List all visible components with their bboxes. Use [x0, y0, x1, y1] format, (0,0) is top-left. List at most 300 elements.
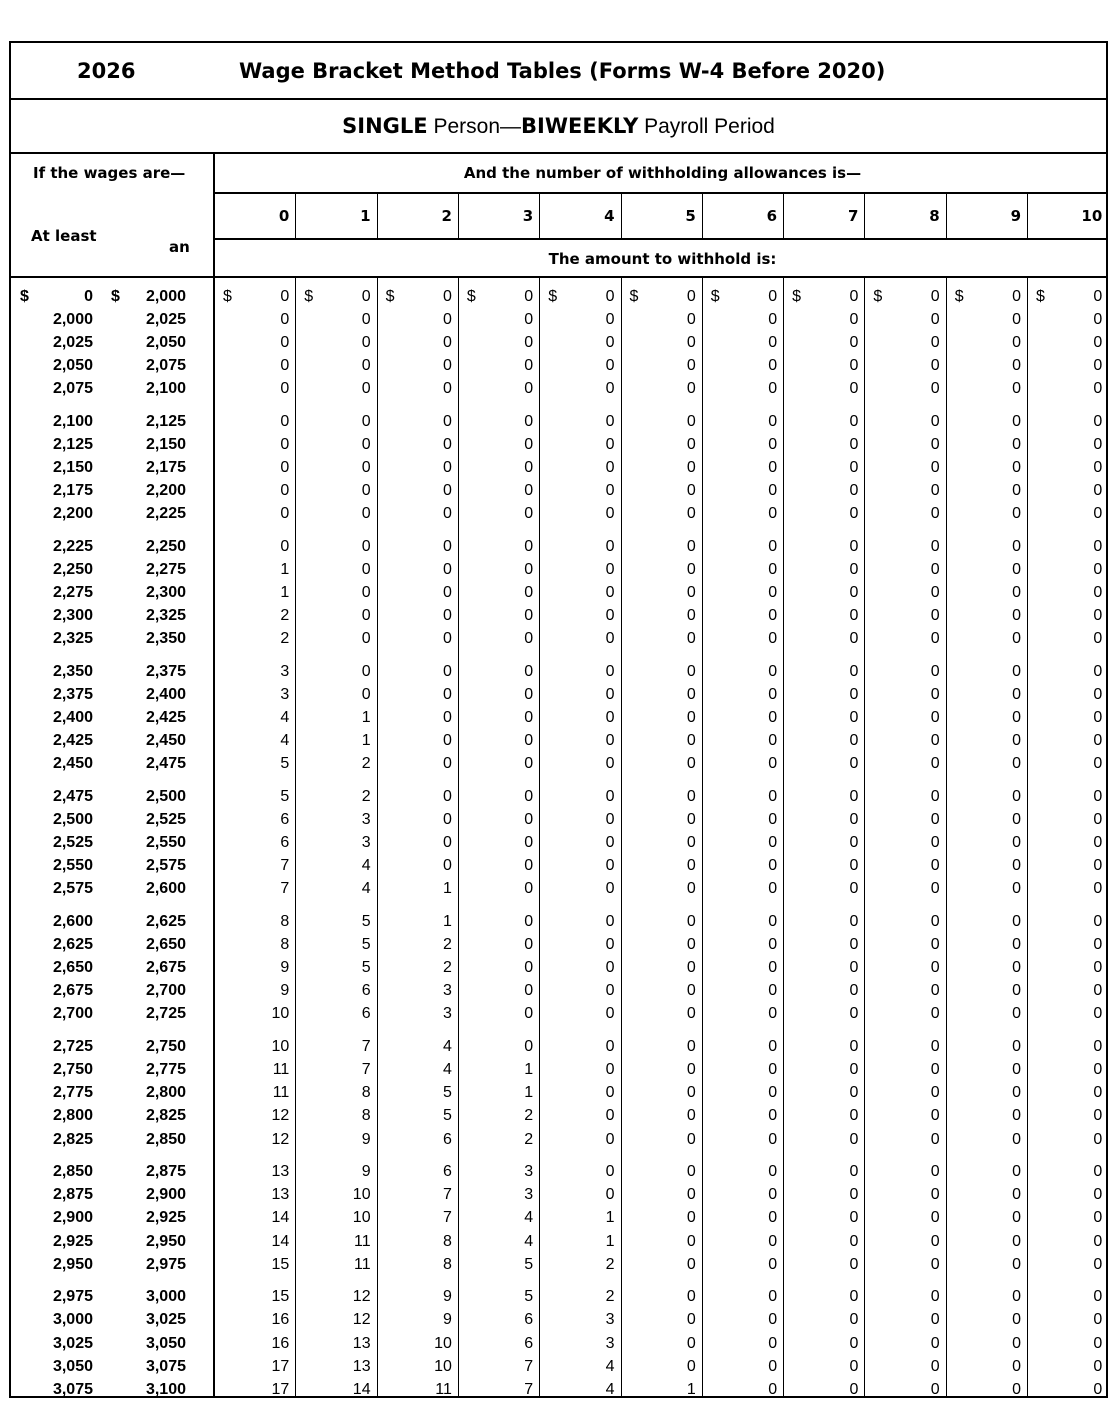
withholding-amount: 0 — [442, 857, 452, 875]
dollar-sign: $ — [20, 288, 29, 305]
wage-at-least: 2,525 — [52, 834, 93, 852]
withholding-amount: 0 — [930, 1130, 940, 1148]
withholding-amount: 0 — [361, 607, 371, 625]
withholding-amount: 0 — [849, 1130, 859, 1148]
wage-but-less-than: 2,900 — [145, 1186, 186, 1204]
withholding-amount: 0 — [930, 334, 940, 352]
column-separator — [864, 278, 865, 1396]
withholding-amount: 0 — [930, 1209, 940, 1227]
withholding-amount: 0 — [686, 913, 696, 931]
withholding-amount: 0 — [930, 1084, 940, 1102]
withholding-amount: 0 — [524, 380, 534, 398]
withholding-amount: 1 — [442, 913, 452, 931]
withholding-amount: 0 — [442, 505, 452, 523]
withholding-amount: 0 — [524, 482, 534, 500]
withholding-amount: 4 — [280, 732, 290, 750]
withholding-amount: 5 — [361, 936, 371, 954]
allowance-column-header: 9 — [1010, 207, 1021, 225]
withholding-amount: 0 — [442, 436, 452, 454]
wage-at-least: 2,925 — [52, 1232, 93, 1250]
withholding-amount: 0 — [686, 788, 696, 806]
withholding-amount: 0 — [524, 311, 534, 329]
wage-at-least: 2,625 — [52, 936, 93, 954]
withholding-amount: 5 — [524, 1288, 534, 1306]
withholding-amount: 0 — [849, 334, 859, 352]
wage-at-least: 2,575 — [52, 880, 93, 898]
withholding-amount: 0 — [442, 663, 452, 681]
withholding-amount: 9 — [442, 1288, 452, 1306]
wage-but-less-than: 2,700 — [145, 982, 186, 1000]
wage-at-least: 2,175 — [52, 482, 93, 500]
column-separator — [946, 192, 947, 238]
withholding-amount: 0 — [361, 380, 371, 398]
withholding-amount: 15 — [271, 1255, 290, 1273]
withholding-amount: 0 — [849, 880, 859, 898]
withholding-amount: 0 — [361, 413, 371, 431]
withholding-amount: 0 — [768, 686, 778, 704]
withholding-amount: 0 — [1012, 538, 1021, 556]
withholding-amount: 0 — [768, 834, 778, 852]
withholding-amount: 0 — [524, 505, 534, 523]
withholding-amount: 0 — [524, 357, 534, 375]
withholding-amount: 0 — [768, 311, 778, 329]
withholding-amount: 0 — [1093, 459, 1103, 477]
withholding-amount: 0 — [524, 686, 534, 704]
withholding-amount: 0 — [1012, 663, 1021, 681]
withholding-amount: 0 — [930, 982, 940, 1000]
withholding-amount: 0 — [605, 538, 615, 556]
allowance-column-header: 1 — [360, 207, 371, 225]
withholding-amount: 3 — [361, 811, 371, 829]
withholding-amount: 0 — [768, 1311, 778, 1329]
wage-but-less-than: 2,100 — [145, 380, 186, 398]
withholding-amount: 0 — [1012, 834, 1021, 852]
at-least-label: At least — [31, 227, 97, 245]
withholding-amount: 17 — [271, 1357, 290, 1375]
withholding-amount: 0 — [849, 1107, 859, 1125]
withholding-amount: 0 — [1093, 755, 1103, 773]
withholding-amount: 0 — [1093, 1061, 1103, 1079]
withholding-amount: 0 — [1012, 959, 1021, 977]
withholding-amount: 0 — [605, 663, 615, 681]
withholding-amount: 6 — [524, 1334, 534, 1352]
withholding-amount: 0 — [768, 663, 778, 681]
withholding-amount: 0 — [849, 686, 859, 704]
allowance-column-header: 3 — [522, 207, 534, 225]
wage-but-less-than: 2,825 — [145, 1107, 186, 1125]
wage-but-less-than: 2,425 — [145, 709, 186, 727]
wages-header: If the wages are— — [33, 164, 186, 182]
withholding-amount: 0 — [849, 709, 859, 727]
withholding-amount: 0 — [524, 288, 534, 305]
wage-but-less-than: 2,225 — [145, 505, 186, 523]
column-separator — [458, 278, 459, 1396]
withholding-amount: 0 — [1012, 982, 1021, 1000]
withholding-amount: 0 — [768, 1130, 778, 1148]
withholding-amount: 0 — [1093, 311, 1103, 329]
withholding-amount: 0 — [930, 857, 940, 875]
withholding-amount: 0 — [524, 788, 534, 806]
withholding-amount: 0 — [686, 357, 696, 375]
withholding-amount: 0 — [605, 1084, 615, 1102]
allowance-column-header: 10 — [1081, 207, 1103, 225]
withholding-amount: 0 — [1012, 561, 1021, 579]
withholding-amount: 0 — [361, 538, 371, 556]
withholding-amount: 0 — [280, 436, 290, 454]
withholding-amount: 4 — [605, 1357, 615, 1375]
subtitle-marital: SINGLE — [342, 114, 428, 138]
withholding-amount: 0 — [686, 982, 696, 1000]
withholding-amount: 0 — [1012, 1038, 1021, 1056]
withholding-amount: 2 — [361, 788, 371, 806]
withholding-amount: 3 — [605, 1334, 615, 1352]
withholding-amount: 0 — [361, 630, 371, 648]
withholding-amount: 0 — [1093, 482, 1103, 500]
wage-but-less-than: 3,075 — [145, 1357, 186, 1375]
wage-at-least: 2,275 — [52, 584, 93, 602]
withholding-amount: 0 — [686, 1107, 696, 1125]
withholding-amount: 0 — [1093, 505, 1103, 523]
withholding-amount: 0 — [280, 357, 290, 375]
withholding-amount: 7 — [280, 880, 290, 898]
withholding-amount: 3 — [442, 982, 452, 1000]
withholding-amount: 0 — [930, 834, 940, 852]
withholding-amount: 0 — [524, 584, 534, 602]
wage-at-least: 2,425 — [52, 732, 93, 750]
wage-at-least: 2,325 — [52, 630, 93, 648]
withholding-amount: 6 — [442, 1130, 452, 1148]
withholding-amount: 4 — [442, 1061, 452, 1079]
wage-but-less-than: 2,125 — [145, 413, 186, 431]
withholding-amount: 1 — [361, 709, 371, 727]
withholding-amount: 0 — [605, 880, 615, 898]
withholding-amount: 1 — [280, 584, 290, 602]
withholding-amount: 0 — [768, 1288, 778, 1306]
withholding-amount: 0 — [849, 982, 859, 1000]
wage-but-less-than: 2,550 — [145, 834, 186, 852]
withholding-amount: 4 — [280, 709, 290, 727]
withholding-amount: 0 — [1093, 709, 1103, 727]
column-separator — [539, 192, 540, 238]
withholding-amount: 0 — [768, 1186, 778, 1204]
withholding-amount: 0 — [442, 311, 452, 329]
withholding-amount: 0 — [768, 1357, 778, 1375]
rule — [11, 276, 1106, 278]
but-less-label: an — [169, 238, 190, 256]
wage-but-less-than: 2,675 — [145, 959, 186, 977]
withholding-amount: 17 — [271, 1380, 290, 1398]
withholding-amount: 0 — [605, 834, 615, 852]
withholding-amount: 7 — [280, 857, 290, 875]
withholding-amount: 5 — [280, 755, 290, 773]
withholding-amount: 11 — [353, 1232, 371, 1250]
withholding-amount: 0 — [686, 732, 696, 750]
withholding-amount: 0 — [849, 584, 859, 602]
column-separator — [1027, 278, 1028, 1396]
withholding-amount: 0 — [849, 755, 859, 773]
withholding-amount: 2 — [524, 1107, 534, 1125]
withholding-amount: 0 — [849, 607, 859, 625]
withholding-amount: 0 — [1012, 811, 1021, 829]
withholding-amount: 0 — [605, 788, 615, 806]
withholding-amount: 0 — [524, 413, 534, 431]
withholding-amount: 3 — [524, 1163, 534, 1181]
withholding-amount: 0 — [930, 1186, 940, 1204]
wage-but-less-than: 2,925 — [145, 1209, 186, 1227]
withholding-amount: 0 — [1012, 1061, 1021, 1079]
withholding-amount: 0 — [686, 663, 696, 681]
withholding-amount: 0 — [280, 459, 290, 477]
withholding-amount: 3 — [442, 1005, 452, 1023]
withholding-amount: 0 — [280, 334, 290, 352]
withholding-amount: 0 — [686, 709, 696, 727]
withholding-amount: 2 — [524, 1130, 534, 1148]
withholding-amount: 0 — [768, 788, 778, 806]
withholding-amount: 0 — [768, 436, 778, 454]
withholding-amount: 0 — [524, 436, 534, 454]
withholding-amount: 0 — [605, 1163, 615, 1181]
withholding-amount: 3 — [280, 663, 290, 681]
withholding-amount: 0 — [849, 788, 859, 806]
withholding-amount: 10 — [271, 1005, 290, 1023]
wage-at-least: 2,875 — [52, 1186, 93, 1204]
withholding-amount: 0 — [768, 380, 778, 398]
withholding-amount: 0 — [524, 607, 534, 625]
wage-but-less-than: 2,875 — [145, 1163, 186, 1181]
withholding-amount: 0 — [361, 686, 371, 704]
wage-but-less-than: 2,525 — [145, 811, 186, 829]
withholding-amount: 5 — [280, 788, 290, 806]
withholding-amount: 0 — [280, 482, 290, 500]
wage-but-less-than: 2,150 — [145, 436, 186, 454]
wage-at-least: 2,850 — [52, 1163, 93, 1181]
withholding-amount: 0 — [1093, 561, 1103, 579]
wage-but-less-than: 2,750 — [145, 1038, 186, 1056]
withholding-amount: 6 — [361, 982, 371, 1000]
withholding-amount: 0 — [1012, 913, 1021, 931]
withholding-amount: 0 — [1012, 1005, 1021, 1023]
withholding-amount: 0 — [361, 311, 371, 329]
wage-at-least: 2,375 — [52, 686, 93, 704]
withholding-amount: 12 — [352, 1288, 371, 1306]
withholding-amount: 16 — [271, 1334, 290, 1352]
wage-but-less-than: 2,975 — [145, 1255, 186, 1273]
withholding-amount: 0 — [1093, 1232, 1103, 1250]
withholding-amount: 0 — [524, 959, 534, 977]
withholding-amount: 16 — [271, 1311, 290, 1329]
withholding-amount: 0 — [849, 1334, 859, 1352]
withholding-amount: 0 — [930, 630, 940, 648]
withholding-amount: 0 — [686, 1186, 696, 1204]
withholding-amount: 0 — [930, 913, 940, 931]
withholding-amount: 0 — [1012, 732, 1021, 750]
withholding-amount: 0 — [442, 788, 452, 806]
rule — [214, 192, 1106, 194]
withholding-amount: 0 — [605, 1038, 615, 1056]
withholding-amount: 0 — [849, 1357, 859, 1375]
withholding-amount: 0 — [686, 936, 696, 954]
withholding-amount: 6 — [524, 1311, 534, 1329]
withholding-amount: 0 — [686, 1163, 696, 1181]
allowance-column-header: 0 — [278, 207, 290, 225]
wage-at-least: 2,050 — [52, 357, 93, 375]
withholding-amount: 0 — [605, 607, 615, 625]
withholding-amount: 0 — [930, 959, 940, 977]
withholding-amount: 0 — [280, 288, 290, 305]
allowance-column-header: 5 — [685, 207, 696, 225]
withholding-amount: 0 — [442, 288, 452, 305]
withholding-amount: 13 — [271, 1163, 290, 1181]
withholding-amount: 1 — [605, 1209, 615, 1227]
withholding-amount: 0 — [686, 584, 696, 602]
withholding-amount: 14 — [271, 1209, 290, 1227]
withholding-amount: 0 — [524, 538, 534, 556]
withholding-amount: 0 — [686, 561, 696, 579]
withholding-amount: 0 — [930, 880, 940, 898]
dollar-sign: $ — [954, 288, 964, 305]
withholding-amount: 0 — [361, 505, 371, 523]
withholding-amount: 2 — [280, 607, 290, 625]
withholding-amount: 0 — [1093, 1038, 1103, 1056]
withholding-amount: 0 — [849, 482, 859, 500]
dollar-sign: $ — [629, 288, 639, 305]
withholding-amount: 0 — [605, 561, 615, 579]
wage-but-less-than: 2,000 — [145, 288, 186, 305]
withholding-amount: 14 — [352, 1380, 371, 1398]
withholding-amount: 11 — [435, 1380, 452, 1398]
withholding-amount: 0 — [1012, 380, 1021, 398]
withholding-amount: 0 — [1012, 505, 1021, 523]
wage-at-least: 2,675 — [52, 982, 93, 1000]
withholding-amount: 0 — [849, 1005, 859, 1023]
withholding-amount: 0 — [686, 686, 696, 704]
withholding-amount: 7 — [442, 1209, 452, 1227]
withholding-amount: 0 — [768, 1084, 778, 1102]
withholding-amount: 0 — [849, 1232, 859, 1250]
withholding-amount: 4 — [361, 857, 371, 875]
withholding-amount: 0 — [1012, 1186, 1021, 1204]
wage-at-least: 2,600 — [52, 913, 93, 931]
withholding-amount: 0 — [686, 538, 696, 556]
withholding-amount: 10 — [271, 1038, 290, 1056]
withholding-amount: 0 — [768, 584, 778, 602]
withholding-amount: 0 — [605, 1061, 615, 1079]
wage-at-least: 2,100 — [52, 413, 93, 431]
withholding-amount: 0 — [1093, 1130, 1103, 1148]
withholding-amount: 0 — [1093, 1163, 1103, 1181]
dollar-sign: $ — [111, 288, 120, 305]
withholding-amount: 0 — [930, 1380, 940, 1398]
withholding-amount: 0 — [686, 1357, 696, 1375]
wage-but-less-than: 2,325 — [145, 607, 186, 625]
withholding-amount: 0 — [1012, 1130, 1021, 1148]
withholding-amount: 0 — [849, 1288, 859, 1306]
withholding-amount: 0 — [361, 459, 371, 477]
withholding-amount: 3 — [605, 1311, 615, 1329]
withholding-amount: 0 — [605, 630, 615, 648]
rule — [11, 98, 1106, 100]
subtitle-person: Person— — [427, 115, 522, 138]
withholding-amount: 9 — [280, 959, 290, 977]
withholding-amount: 0 — [849, 311, 859, 329]
dollar-sign: $ — [304, 288, 314, 305]
withholding-amount: 8 — [280, 936, 290, 954]
column-separator — [946, 278, 947, 1396]
wage-but-less-than: 2,375 — [145, 663, 186, 681]
withholding-amount: 6 — [442, 1163, 452, 1181]
amount-header: The amount to withhold is: — [548, 250, 777, 268]
withholding-amount: 0 — [1012, 607, 1021, 625]
withholding-amount: 0 — [849, 561, 859, 579]
withholding-amount: 0 — [524, 630, 534, 648]
withholding-amount: 0 — [605, 357, 615, 375]
withholding-amount: 0 — [524, 811, 534, 829]
withholding-amount: 0 — [1093, 663, 1103, 681]
withholding-amount: 0 — [768, 1334, 778, 1352]
wage-but-less-than: 3,100 — [145, 1380, 186, 1398]
wage-at-least: 2,950 — [52, 1255, 93, 1273]
wage-at-least: 2,000 — [52, 311, 93, 329]
withholding-amount: 0 — [768, 880, 778, 898]
withholding-amount: 0 — [1093, 880, 1103, 898]
column-separator — [621, 192, 622, 238]
withholding-amount: 0 — [768, 459, 778, 477]
withholding-amount: 0 — [686, 1209, 696, 1227]
withholding-amount: 12 — [271, 1130, 290, 1148]
withholding-amount: 0 — [1093, 788, 1103, 806]
withholding-amount: 0 — [849, 936, 859, 954]
wage-but-less-than: 2,475 — [145, 755, 186, 773]
withholding-amount: 13 — [352, 1334, 371, 1352]
withholding-amount: 3 — [524, 1186, 534, 1204]
wage-but-less-than: 2,250 — [145, 538, 186, 556]
wage-at-least: 3,050 — [52, 1357, 93, 1375]
wage-but-less-than: 2,725 — [145, 1005, 186, 1023]
dollar-sign: $ — [710, 288, 720, 305]
withholding-amount: 0 — [1093, 686, 1103, 704]
withholding-amount: 0 — [849, 732, 859, 750]
wage-at-least: 0 — [84, 288, 93, 305]
withholding-amount: 4 — [524, 1232, 534, 1250]
withholding-amount: 7 — [361, 1038, 371, 1056]
withholding-amount: 0 — [930, 413, 940, 431]
withholding-amount: 0 — [605, 311, 615, 329]
withholding-amount: 0 — [849, 380, 859, 398]
withholding-amount: 2 — [361, 755, 371, 773]
withholding-amount: 2 — [605, 1255, 615, 1273]
withholding-amount: 8 — [280, 913, 290, 931]
withholding-amount: 0 — [605, 936, 615, 954]
withholding-amount: 0 — [849, 834, 859, 852]
column-separator — [458, 192, 459, 238]
withholding-amount: 0 — [768, 334, 778, 352]
withholding-amount: 0 — [280, 380, 290, 398]
withholding-amount: 0 — [930, 1357, 940, 1375]
wage-at-least: 2,725 — [52, 1038, 93, 1056]
withholding-amount: 6 — [280, 811, 290, 829]
wage-but-less-than: 3,000 — [145, 1288, 186, 1306]
withholding-amount: 0 — [768, 288, 778, 305]
withholding-amount: 4 — [361, 880, 371, 898]
withholding-amount: 0 — [930, 811, 940, 829]
withholding-amount: 0 — [768, 936, 778, 954]
wage-at-least: 2,825 — [52, 1130, 93, 1148]
withholding-amount: 0 — [524, 459, 534, 477]
withholding-amount: 3 — [280, 686, 290, 704]
withholding-amount: 0 — [849, 436, 859, 454]
withholding-amount: 4 — [442, 1038, 452, 1056]
withholding-amount: 0 — [849, 630, 859, 648]
